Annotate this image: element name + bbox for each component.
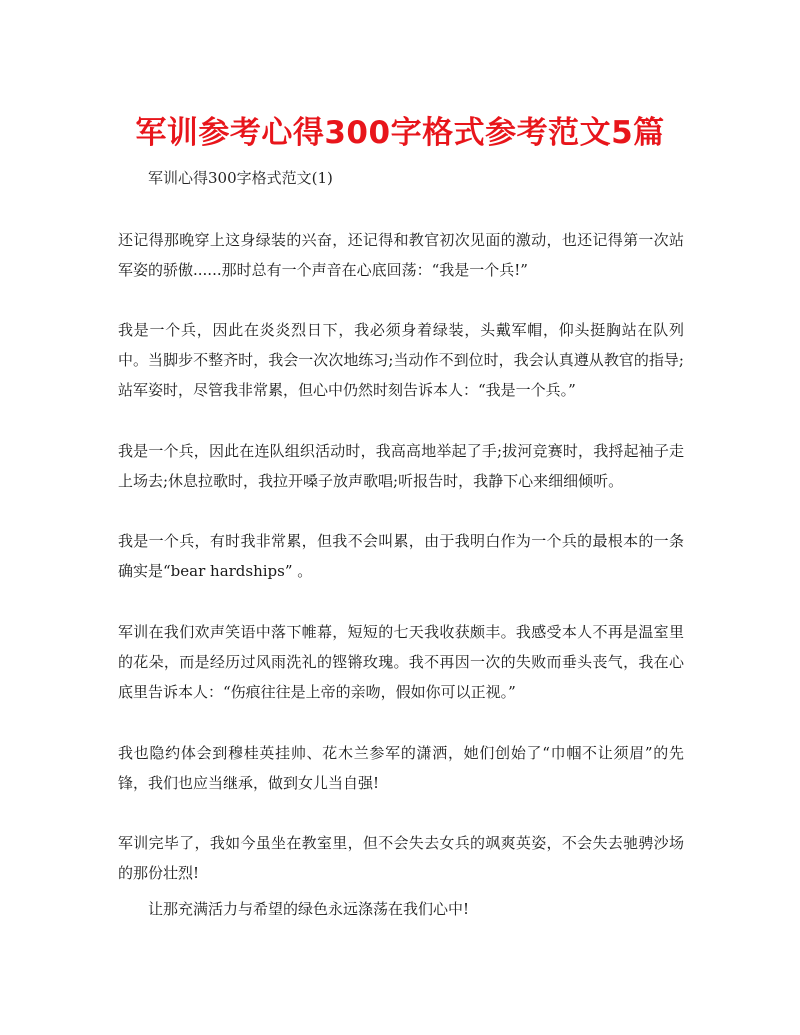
paragraph-5: 军训在我们欢声笑语中落下帷幕，短短的七天我收获颇丰。我感受本人不再是温室里的花朵，而是经历过风雨洗礼的铿锵玫瑰。我不再因一次的失败而垂头丧气，我在心底里告诉本人：“伤痕往往是上帝的亲吻，假如你可以正视。” — [118, 623, 684, 701]
paragraph-3: 我是一个兵，因此在连队组织活动时，我高高地举起了手;拔河竞赛时，我捋起袖子走上场去;休息拉歌时，我拉开嗓子放声歌唱;听报告时，我静下心来细细倾听。 — [118, 442, 684, 490]
closing-line: 让那充满活力与希望的绿色永远涤荡在我们心中! — [148, 900, 470, 918]
document-title: 军训参考心得300字格式参考范文5篇 — [135, 115, 665, 151]
paragraph-4: 我是一个兵，有时我非常累，但我不会叫累，由于我明白作为一个兵的最根本的一条确实是“bear hardships” 。 — [118, 532, 684, 580]
paragraph-1: 还记得那晚穿上这身绿装的兴奋，还记得和教官初次见面的激动，也还记得第一次站军姿的骄傲......那时总有一个声音在心底回荡：“我是一个兵!” — [118, 231, 684, 279]
paragraph-2: 我是一个兵，因此在炎炎烈日下，我必须身着绿装，头戴军帽，仰头挺胸站在队列中。当脚步不整齐时，我会一次次地练习;当动作不到位时，我会认真遵从教官的指导;站军姿时，尽管我非常累，但心中仍然时刻告诉本人：“我是一个兵。” — [118, 321, 684, 399]
paragraph-7: 军训完毕了，我如今虽坐在教室里，但不会失去女兵的飒爽英姿，不会失去驰骋沙场的那份壮烈! — [118, 834, 684, 882]
paragraph-6: 我也隐约体会到穆桂英挂帅、花木兰参军的潇洒，她们创始了“巾帼不让须眉”的先锋，我们也应当继承，做到女儿当自强! — [118, 744, 684, 792]
document-subtitle: 军训心得300字格式范文(1) — [148, 169, 333, 187]
